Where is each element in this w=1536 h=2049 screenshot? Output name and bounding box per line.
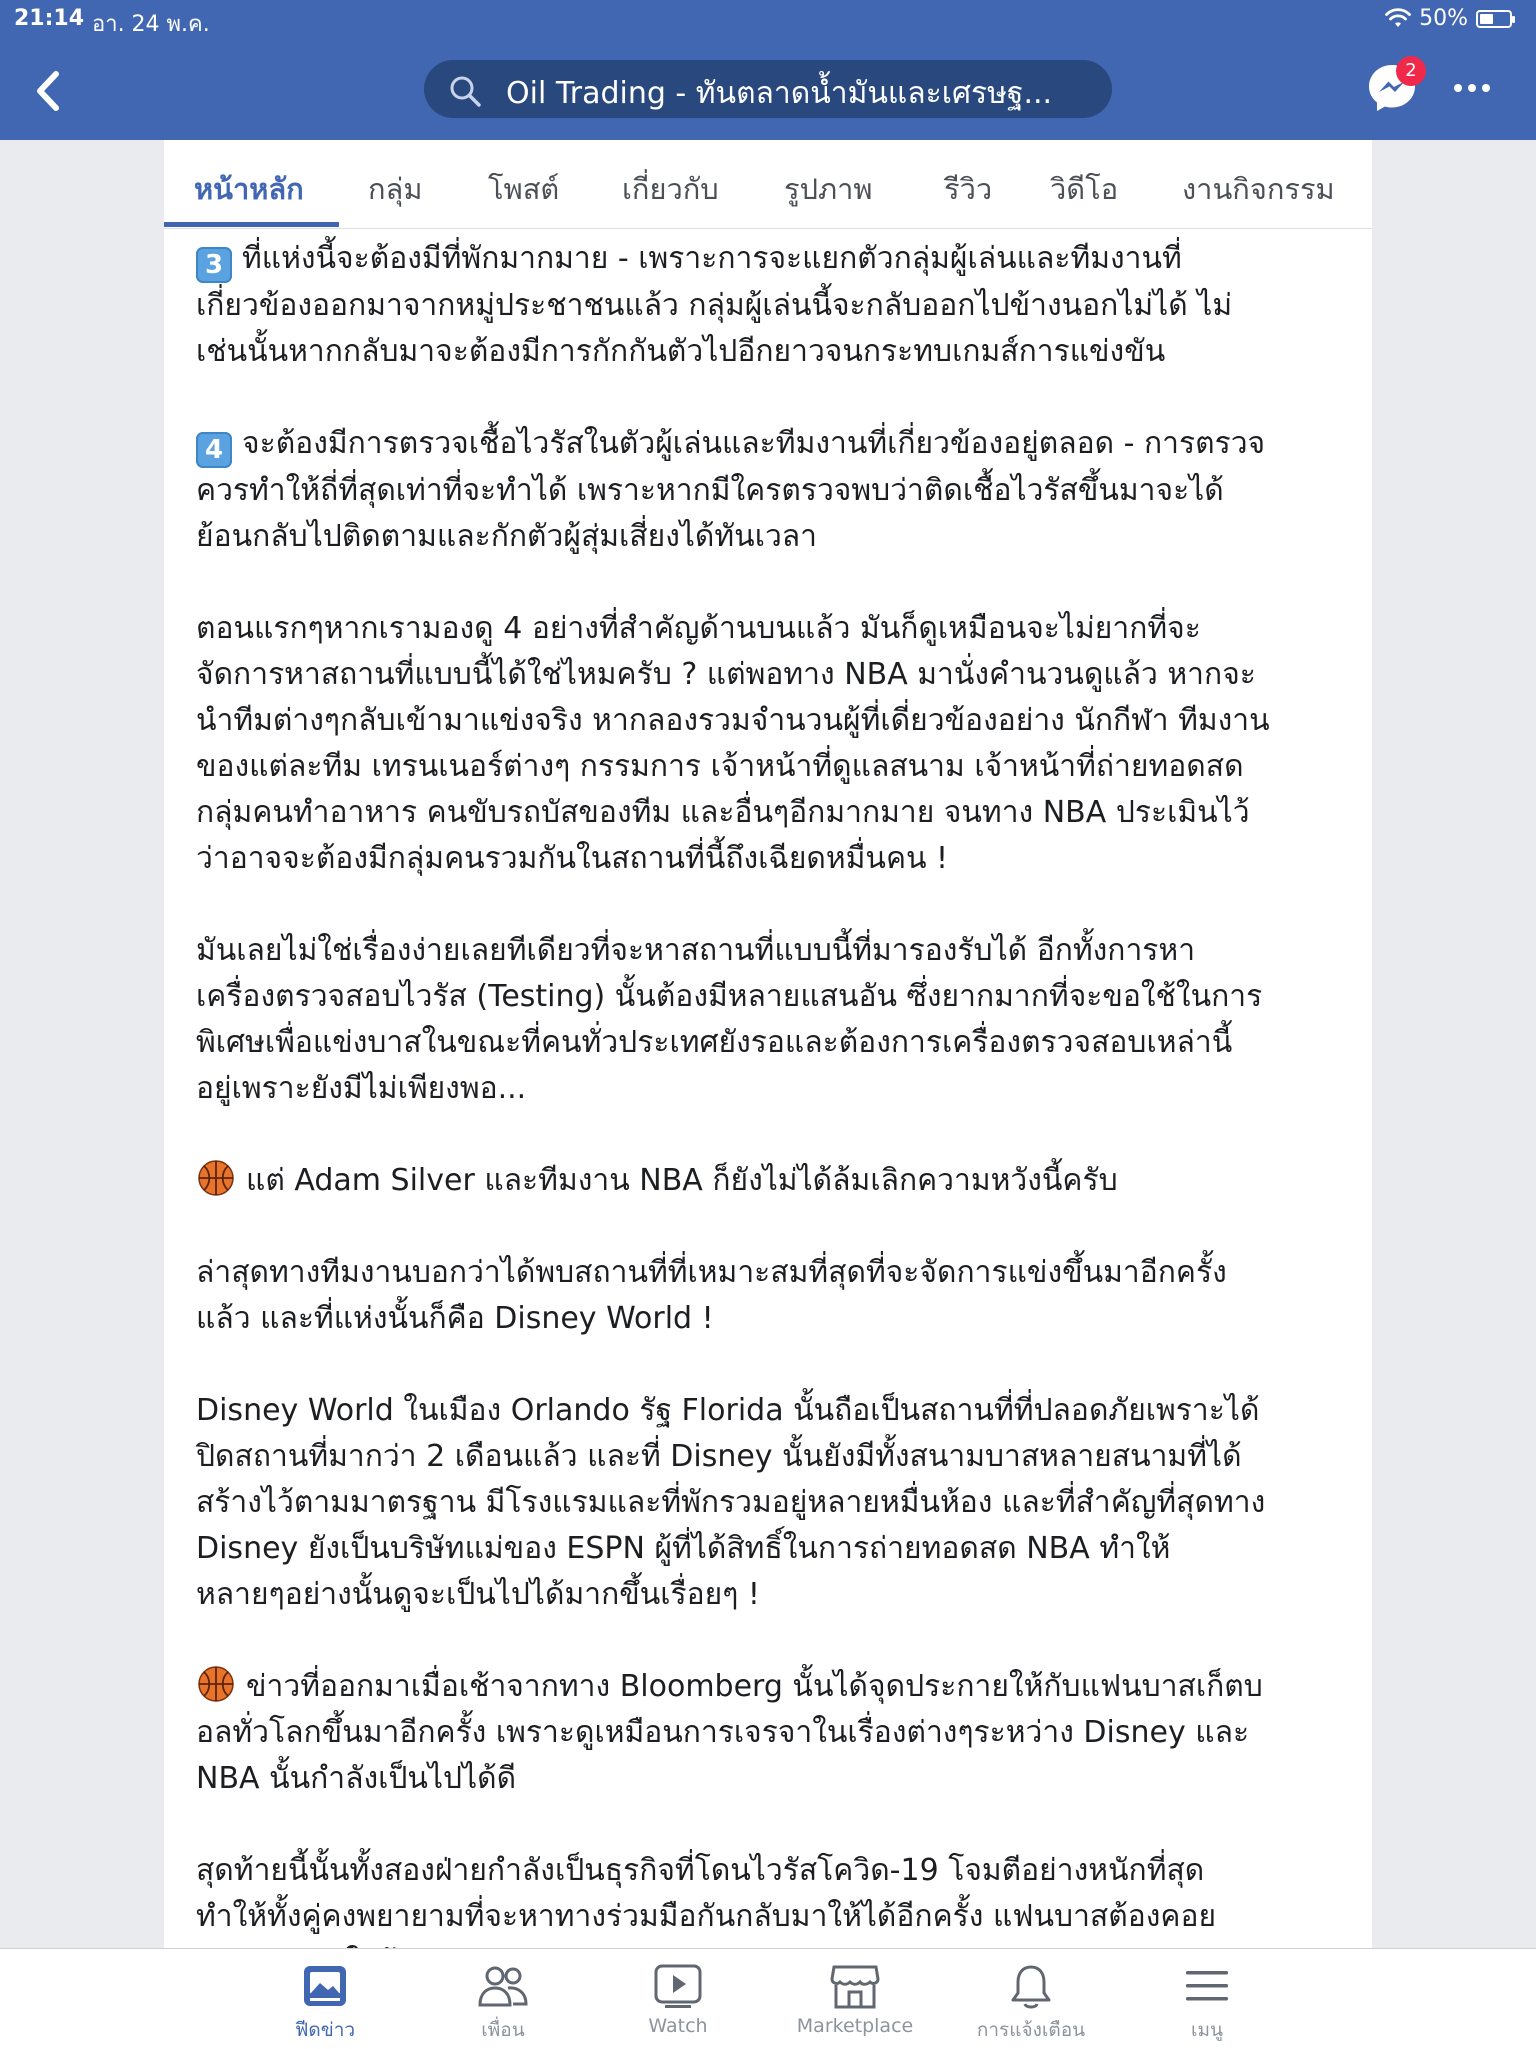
tab-videos[interactable]: วิดีโอ [1050,172,1119,206]
post-line: อลทั่วโลกขึ้นมาอีกครั้ง เพราะดูเหมือนการเจรจาในเรื่องต่างๆระหว่าง Disney และ [196,1715,1250,1750]
page-tabs [164,140,1372,229]
marketplace-icon [829,1963,881,2011]
messenger-badge: 2 [1396,56,1426,86]
post-line: ว่าอาจจะต้องมีกลุ่มคนรวมกันในสถานที่นี้ถึงเฉียดหมื่นคน ! [196,841,949,876]
paragraph-3 [196,236,1346,375]
post-line: เกี่ยวข้องออกมาจากหมู่ประชาชนแล้ว กลุ่มผู้เล่นนี้จะกลับออกไปข้างนอกไม่ได้ ไม่ [196,288,1233,323]
post-line: เครื่องตรวจสอบไวรัส (Testing) นั้นต้องมีหลายแสนอัน ซึ่งยากมากที่จะขอใช้ในการ [196,979,1263,1014]
post-line-text: ข่าวที่ออกมาเมื่อเช้าจากทาง Bloomberg นั้นได้จุดประกายให้กับแฟนบาสเก็ตบ [246,1669,1263,1704]
paragraph-8 [196,1250,1346,1342]
paragraph-7 [196,1158,1346,1204]
post-line [196,421,1346,468]
bell-icon [1008,1963,1054,2011]
post-line: หลายๆอย่างนั้นดูจะเป็นไปได้มากขึ้นเรื่อยๆ ! [196,1577,760,1612]
post-line: ทำให้ทั้งคู่คงพยายามที่จะหาทางร่วมมือกันกลับมาให้ได้อีกครั้ง แฟนบาสต้องคอย [196,1899,1217,1934]
status-right [1385,6,1512,31]
content-card [164,140,1372,1948]
paragraph-6 [196,928,1346,1112]
status-time: 21:14 [14,6,85,31]
nav-feed-label: ฟีดข่าว [294,2019,356,2041]
nav-menu[interactable] [1132,1949,1282,2049]
nav-watch-label: Watch [648,2015,708,2037]
paragraph-9 [196,1388,1346,1618]
post-line: ตอนแรกๆหากเรามองดู 4 อย่างที่สำคัญด้านบนแล้ว มันก็ดูเหมือนจะไม่ยากที่จะ [196,611,1201,646]
post-line: อยู่เพราะยังมีไม่เพียงพอ... [196,1071,527,1106]
tab-groups[interactable]: กลุ่ม [368,172,423,206]
keycap-4-icon: 4 [196,432,232,468]
watch-icon [653,1963,703,2009]
nav-watch[interactable] [603,1949,753,2049]
basketball-icon [196,1158,236,1198]
nav-marketplace[interactable] [780,1949,930,2049]
nav-marketplace-label: Marketplace [796,2015,914,2037]
menu-icon [1183,1963,1231,2009]
post-line: แล้ว และที่แห่งนั้นก็คือ Disney World ! [196,1301,714,1336]
post-line [196,1664,1346,1710]
more-options-icon[interactable] [1452,80,1492,96]
bottom-nav [0,1948,1536,2049]
post-body [196,236,1346,2032]
nav-notifications[interactable] [956,1949,1106,2049]
friends-icon [477,1963,529,2009]
nav-friends[interactable] [428,1949,578,2049]
tab-home[interactable]: หน้าหลัก [194,172,304,206]
basketball-icon [196,1664,236,1704]
tab-photos[interactable]: รูปภาพ [784,172,873,206]
battery-icon [1476,10,1512,28]
post-line-text: แต่ Adam Silver และทีมงาน NBA ก็ยังไม่ได้ล้มเลิกความหวังนี้ครับ [246,1163,1118,1198]
search-text: Oil Trading - ทันตลาดน้ำมันและเศรษฐ... [506,76,1053,111]
nav-feed[interactable] [250,1949,400,2049]
paragraph-10 [196,1664,1346,1802]
post-line: สุดท้ายนี้นั้นทั้งสองฝ่ายกำลังเป็นธุรกิจที่โดนไวรัสโควิด-19 โจมตีอย่างหนักที่สุด [196,1853,1205,1888]
search-icon [448,74,482,108]
post-line: ปิดสถานที่มากว่า 2 เดือนแล้ว และที่ Disney นั้นยังมีทั้งสนามบาสหลายสนามที่ได้ [196,1439,1242,1474]
post-line: Disney World ในเมือง Orlando รัฐ Florida นั้นถือเป็นสถานที่ที่ปลอดภัยเพราะได้ [196,1393,1260,1428]
post-line-text: ที่แห่งนี้จะต้องมีที่พักมากมาย - เพราะการจะแยกตัวกลุ่มผู้เล่นและทีมงานที่ [242,241,1182,276]
battery-percent: 50% [1419,6,1468,31]
back-arrow-icon[interactable] [30,66,70,116]
post-line: จัดการหาสถานที่แบบนี้ได้ใช่ไหมครับ ? แต่พอทาง NBA มานั่งคำนวนดูแล้ว หากจะ [196,657,1256,692]
post-line: เช่นนั้นหากกลับมาจะต้องมีการกักกันตัวไปอีกยาวจนกระทบเกมส์การแข่งขัน [196,334,1166,369]
post-line: มันเลยไม่ใช่เรื่องง่ายเลยทีเดียวที่จะหาสถานที่แบบนี้ที่มารองรับได้ อีกทั้งการหา [196,933,1196,968]
paragraph-5 [196,606,1346,882]
status-date: อา. 24 พ.ค. [92,12,210,37]
news-feed-icon [301,1963,349,2009]
paragraph-4 [196,421,1346,560]
post-line: ล่าสุดทางทีมงานบอกว่าได้พบสถานที่ที่เหมาะสมที่สุดที่จะจัดการแข่งขึ้นมาอีกครั้ง [196,1255,1227,1290]
active-tab-indicator [164,222,339,227]
post-line-text: จะต้องมีการตรวจเชื้อไวรัสในตัวผู้เล่นและทีมงานที่เกี่ยวข้องอยู่ตลอด - การตรวจ [242,426,1266,461]
post-line: ของแต่ละทีม เทรนเนอร์ต่างๆ กรรมการ เจ้าหน้าที่ดูแลสนาม เจ้าหน้าที่ถ่ายทอดสด [196,749,1244,784]
post-line: NBA นั้นกำลังเป็นไปได้ดี [196,1761,517,1796]
top-bar [0,0,1536,140]
post-line: พิเศษเพื่อแข่งบาสในขณะที่คนทั่วประเทศยังรอและต้องการเครื่องตรวจสอบเหล่านี้ [196,1025,1233,1060]
wifi-icon [1385,9,1411,29]
post-line: นำทีมต่างๆกลับเข้ามาแข่งจริง หากลองรวมจำนวนผู้ที่เดี่ยวข้องอย่าง นักกีฬา ทีมงาน [196,703,1270,738]
tab-events[interactable]: งานกิจกรรม [1182,172,1335,206]
keycap-3-icon: 3 [196,247,232,283]
tab-reviews[interactable]: รีวิว [944,172,993,206]
status-bar [0,6,1536,36]
post-line [196,1158,1346,1204]
nav-notifications-label: การแจ้งเตือน [976,2019,1086,2041]
post-line: กลุ่มคนทำอาหาร คนขับรถบัสของทีม และอื่นๆอีกมากมาย จนทาง NBA ประเมินไว้ [196,795,1250,830]
post-line [196,236,1346,283]
nav-friends-label: เพื่อน [481,2019,525,2041]
nav-menu-label: เมนู [1190,2019,1223,2041]
post-line: Disney ยังเป็นบริษัทแม่ของ ESPN ผู้ที่ได้สิทธิ์ในการถ่ายทอดสด NBA ทำให้ [196,1531,1171,1566]
post-line: ย้อนกลับไปติดตามและกักตัวผู้สุ่มเสี่ยงได้ทันเวลา [196,519,818,554]
tab-about[interactable]: เกี่ยวกับ [622,172,719,206]
post-line: ควรทำให้ถี่ที่สุดเท่าที่จะทำได้ เพราะหากมีใครตรวจพบว่าติดเชื้อไวรัสขึ้นมาจะได้ [196,473,1224,508]
tab-posts[interactable]: โพสต์ [488,172,560,206]
post-line: สร้างไว้ตามมาตรฐาน มีโรงแรมและที่พักรวมอยู่หลายหมื่นห้อง และที่สำคัญที่สุดทาง [196,1485,1266,1520]
page-search-field[interactable] [424,60,1112,118]
